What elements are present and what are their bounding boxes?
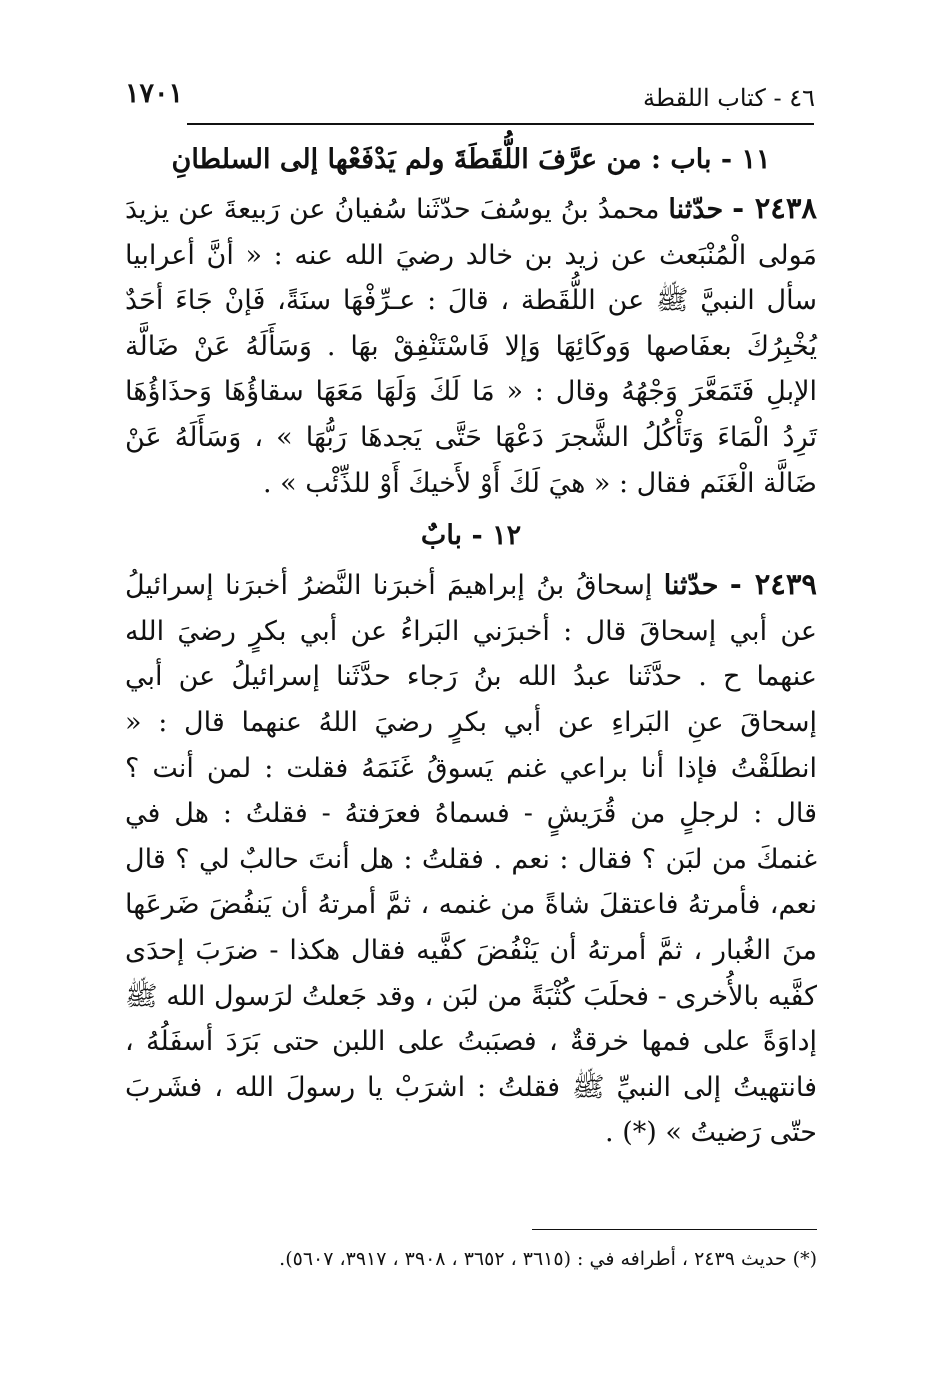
hadith-opening-word: حدّثنا	[668, 194, 724, 225]
hadith-opening-word: حدّثنا	[663, 570, 719, 602]
bab-title-11: ١١ - باب : من عرَّفَ اللُّقَطَةَ ولم يَدْفَعْها إلى السلطانِ	[171, 144, 771, 175]
footnote-divider	[532, 1229, 817, 1230]
footnote: (*) حديث ٢٤٣٩ ، أطرافه في : (٣٦١٥ ، ٣٦٥٢ ، ٣٩٠٨ ، ٣٩١٧، ٥٦٠٧).	[279, 1248, 817, 1270]
hadith-2438	[125, 186, 817, 506]
hadith-text: إسحاقُ بنُ إبراهيمَ أخبرَنا النَّضرُ أخبرَنا إسرائيلُ عن أبي إسحاقَ قال : أخبرَني البَراءُ عن أبي بكرٍ رضيَ الله عنهما ح . حدَّثَنا عبدُ الله بنُ رَجاء حدَّثَنا إسرائيلُ عن أبي إسحاقَ عنِ البَراءِ عن أبي بكرٍ رضيَ اللهُ عنهما قال : « انطلَقْتُ فإذا أنا براعي غنم يَسوقُ غَنَمَهُ فقلت : لمن أنت ؟ قال : لرجلٍ من قُرَيشٍ - فسماهُ فعرَفتهُ - فقلتُ : هل في غنمكَ من لبَن ؟ فقال : نعم . فقلتُ : هل أنتَ حالبٌ لي ؟ قال نعم، فأمرتهُ فاعتقلَ شاةً من غنمه ، ثمَّ أمرتهُ أن يَنفُضَ ضَرعَها منَ الغُبار ، ثمَّ أمرتهُ أن يَنْفُضَ كفَّيه فقال هكذا - ضرَبَ إحدَى كفَّيه بالأُخرى - فحلَبَ كُثْبَةً من لبَن ، وقد جَعلتُ لرَسول الله ﷺ إداوَةً على فمها خرقةٌ ، فصبَبتُ على اللبن حتى بَرَدَ أسفَلُهُ ، فانتهيتُ إلى النبيِّ ﷺ فقلتُ : اشرَبْ يا رسولَ الله ، فشَربَ حتّى رَضيتُ » (*) .	[125, 570, 817, 1149]
page-body	[125, 134, 817, 1156]
page-header	[125, 78, 815, 118]
header-divider	[187, 123, 814, 125]
hadith-number: ٢٤٣٨ -	[732, 191, 817, 225]
chapter-title: ٤٦ - كتاب اللقطة	[643, 84, 815, 112]
hadith-2439	[125, 562, 817, 1156]
bab-title-12: ١٢ - بابٌ	[420, 520, 522, 552]
page-number: ١٧٠١	[125, 78, 184, 109]
hadith-number: ٢٤٣٩ -	[729, 567, 817, 602]
hadith-text: محمدُ بنُ يوسُفَ حدّثَنا سُفيانُ عن رَبيعةَ عن يزيدَ مَولى الْمُنْبَعث عن زيد بن خالد رضيَ الله عنه : « أنَّ أعرابيا سأل النبيَّ ﷺ عن اللُّقَطة ، قالَ : عـرِّفْهَا سنَةً، فَإنْ جَاءَ أحَدٌ يُخْبِرُكَ بعفَاصها وَوكَائِهَا وَإلا فَاسْتَنْفِقْ بهَا . وَسَأَلَهُ عَنْ ضَالَّة الإبلِ فَتَمَعَّرَ وَجْهُهُ وقال : « مَا لَكَ وَلَهَا مَعَهَا سقاؤُهَا وَحذَاؤُهَا تَرِدُ الْمَاءَ وَتَأْكُلُ الشَّجرَ دَعْهَا حَتَّى يَجدهَا رَبُّهَا » ، وَسَأَلَهُ عَنْ ضَالَّة الْغَنَم فقال : « هيَ لَكَ أَوْ لأَخيكَ أَوْ للذِّئْب » .	[125, 194, 817, 499]
